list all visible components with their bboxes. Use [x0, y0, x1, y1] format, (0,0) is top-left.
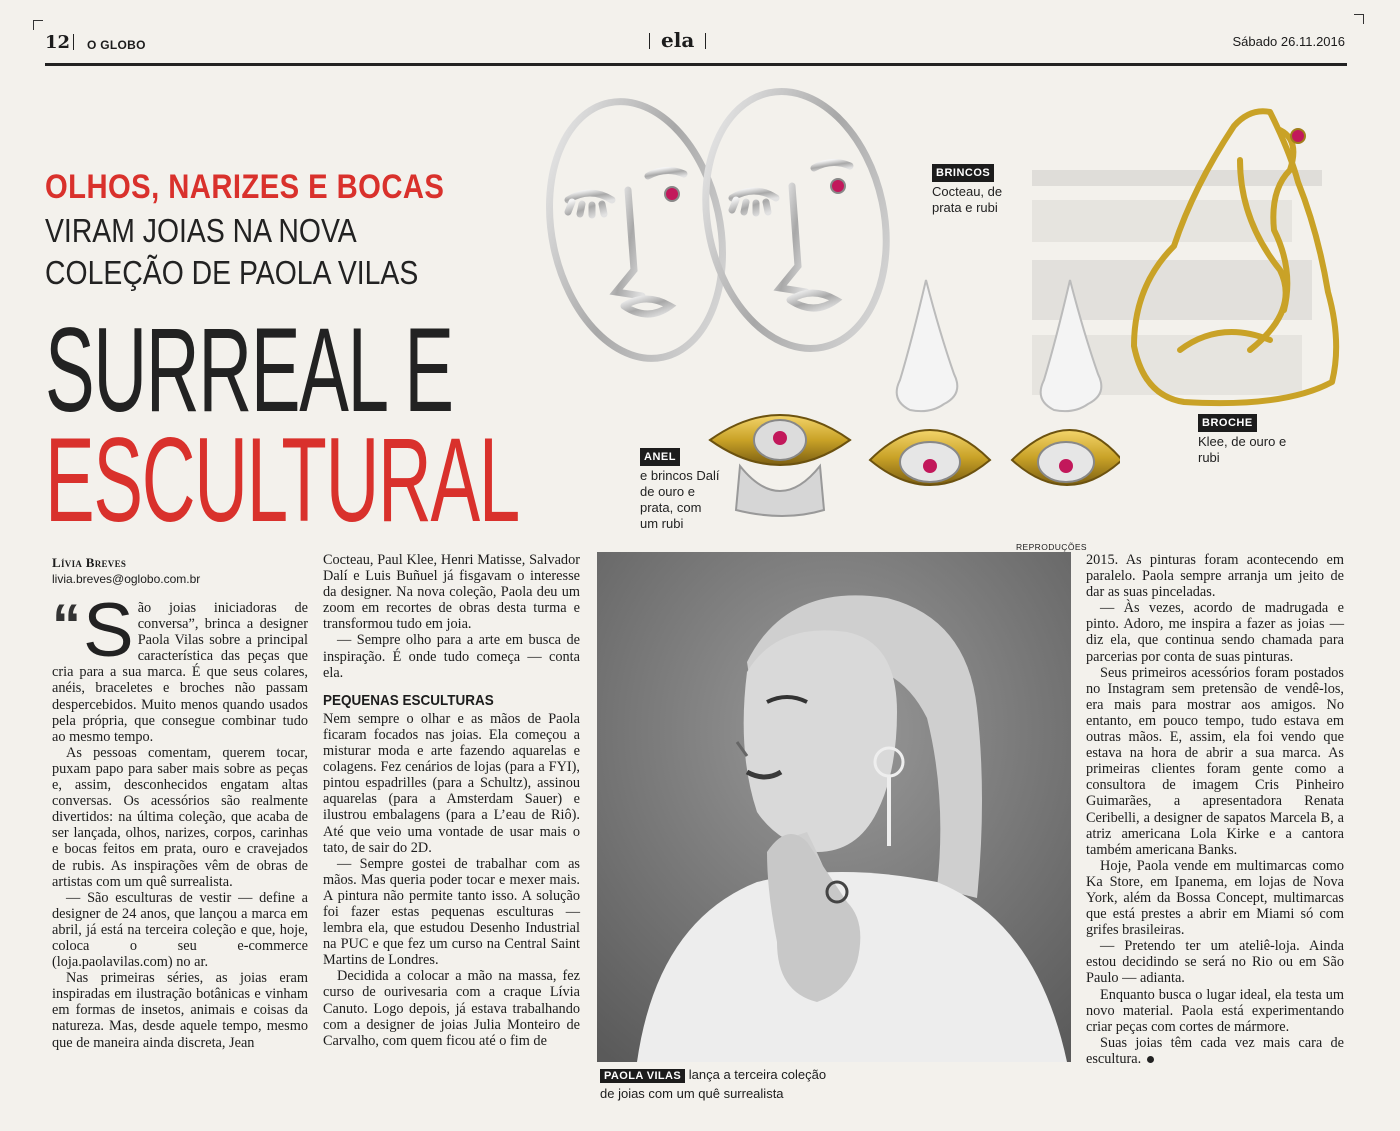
- photo-caption: [600, 1066, 840, 1102]
- tag-text: Cocteau, de prata e rubi: [932, 184, 1003, 215]
- tag-text: Klee, de ouro e rubi: [1198, 434, 1287, 465]
- ruby-icon: [1291, 129, 1305, 143]
- tag-label: ANEL: [640, 448, 680, 466]
- crop-mark: [33, 20, 43, 30]
- article-paragraph: Nas primeiras séries, as joias eram inspiradas em ilustração botânicas e vinham em formas de insetos, animais e coisas da natureza. Mas, desde aquele tempo, mesmo que de maneira ainda discreta, Jean: [52, 970, 308, 1051]
- article-subhead: PEQUENAS ESCULTURAS: [323, 691, 494, 709]
- issue-date: Sábado 26.11.2016: [1232, 34, 1345, 49]
- author-byline: Lívia Breves: [52, 555, 127, 570]
- caption-text: lança a terceira coleção de joias com um quê surrealista: [600, 1067, 827, 1101]
- article-paragraph: 2015. As pinturas foram acontecendo em paralelo. Paola sempre arranja um jeito de dar as suas pinceladas.: [1086, 552, 1344, 601]
- portrait-photo: [597, 552, 1071, 1062]
- article-column-3: [1086, 552, 1344, 1067]
- tag-brincos: [932, 164, 1022, 216]
- headline-kicker-line: VIRAM JOIAS NA NOVA: [45, 212, 357, 249]
- article-column-2: [323, 552, 580, 1049]
- tag-anel: [640, 448, 720, 532]
- article-paragraph: — Sempre gostei de trabalhar com as mãos. Mas queria poder tocar e mexer mais. A pintura não permite tanto isso. A solução foi fazer estas pequenas esculturas — lembra ela, que estudou Desenho Industrial na PUC e que fez um curso na Central Saint Martins de Londres.: [323, 855, 580, 969]
- caption-label: PAOLA VILAS: [600, 1069, 685, 1083]
- newspaper-name: O GLOBO: [87, 38, 146, 52]
- headline-title-line1: SURREAL E: [45, 303, 453, 437]
- section-name: ela: [661, 28, 695, 52]
- ruby-icon: [831, 179, 845, 193]
- page-header: [45, 30, 1345, 58]
- article-paragraph: — Sempre olho para a arte em busca de inspiração. É onde tudo começa — conta ela.: [323, 632, 580, 681]
- header-divider: [73, 34, 74, 50]
- end-mark-icon: [1147, 1056, 1154, 1063]
- portrait-illustration: [597, 552, 1071, 1062]
- tag-text: e brincos Dalí de ouro e prata, com um rubi: [640, 468, 720, 531]
- article-paragraph: Cocteau, Paul Klee, Henri Matisse, Salvador Dalí e Luis Buñuel já fisgavam o interesse da designer. Na nova coleção, Paola deu um zoom em recortes de obras desta turma e transformou tudo em joia.: [323, 552, 580, 633]
- article-paragraph: Decidida a colocar a mão na massa, fez curso de ourivesaria com a craque Lívia Canuto. Logo depois, já estava trabalhando com a designer de joias Julia Monteiro de Carvalho, com quem ficou até o fim de: [323, 968, 580, 1049]
- ruby-icon: [665, 187, 679, 201]
- article-paragraph: Hoje, Paola vende em multimarcas como Ka Store, em Ipanema, em lojas de Nova York, além da Bossa Concept, multimarcas que está prestes a abrir em Miami só com grifes brasileiras.: [1086, 857, 1344, 939]
- klee-brooch-image: [1120, 100, 1350, 410]
- author-email: livia.breves@oglobo.com.br: [52, 572, 201, 586]
- opening-quote-mark: “: [52, 593, 81, 658]
- tag-label: BRINCOS: [932, 164, 994, 182]
- article-paragraph: — Às vezes, acordo de madrugada e pinto. Adoro, me inspira a fazer as joias — diz ela, que continua sendo chamada para parcerias por conta de suas pinturas.: [1086, 600, 1344, 665]
- page-number: 12: [45, 32, 71, 53]
- closing-paragraph: Suas joias têm cada vez mais cara de escultura.: [1086, 1034, 1344, 1067]
- dali-ring-earrings-image: [700, 270, 1120, 530]
- article-column-1: [52, 588, 308, 1051]
- article-paragraph: — São esculturas de vestir — define a designer de 24 anos, que lançou a marca em abril, já está na terceira coleção e que, hoje, coloca o seu e-commerce (loja.paolavilas.com) no ar.: [52, 889, 308, 971]
- photo-credit: REPRODUÇÕES: [1016, 542, 1087, 552]
- tag-label: BROCHE: [1198, 414, 1257, 432]
- article-paragraph: [1086, 1035, 1344, 1067]
- crop-mark: [1354, 14, 1364, 24]
- headline-kicker-line: COLEÇÃO DE PAOLA VILAS: [45, 254, 419, 291]
- tag-broche: [1198, 414, 1288, 466]
- headline-title-line2: ESCULTURAL: [45, 413, 520, 547]
- headline-kicker-red: OLHOS, NARIZES E BOCAS: [45, 168, 445, 206]
- article-paragraph: Seus primeiros acessórios foram postados no Instagram sem pretensão de vendê-los, era mais para mostrar aos amigos. No entanto, em pouco tempo, tudo estava em outras mãos. E, assim, ela foi vendo que estava na hora de abrir a sua marca. As primeiras clientes foram gente como a consultora de imagem Cris Pinheiro Guimarães, a apresentadora Renata Ceribelli, a designer de sapatos Marcela B, a atriz americana Lola Kirke e a cantora também americana Banks.: [1086, 664, 1344, 858]
- article-paragraph: ão joias iniciadoras de conversa”, brinca a designer Paola Vilas sobre a principal característica das peças que cria para a sua marca. É que seus colares, anéis, braceletes e broches não passam despercebidos. Muito menos quando usados pela própria, que consegue combinar tudo ao mesmo tempo.: [52, 600, 308, 745]
- header-rule: [45, 63, 1347, 66]
- article-paragraph: Nem sempre o olhar e as mãos de Paola ficaram focados nas joias. Ela começou a misturar moda e arte fazendo aquarelas e colagens. Fez cenários de lojas (para a FYI), pintou espadrilles (para a Schultz), assinou aquarelas (para a Amsterdam Sauer) e ilustrou embalagens (para a L’eau de Riô). Até que veio uma vontade de usar mais o tato, de sair do 2D.: [323, 710, 580, 856]
- article-paragraph: Enquanto busca o lugar ideal, ela testa um novo material. Paola está experimentando criar peças com cortes de mármore.: [1086, 986, 1344, 1035]
- article-paragraph: — Pretendo ter um ateliê-loja. Ainda estou decidindo se será no Rio ou em São Paulo — adianta.: [1086, 938, 1344, 987]
- drop-cap: S: [83, 588, 134, 673]
- article-paragraph: As pessoas comentam, querem tocar, puxam papo para saber mais sobre as peças e, assim, desconhecidos engatam altas conversas. Os acessórios são realmente divertidos: na última coleção, que acaba de ser lançada, olhos, narizes, corpos, carinhas e bocas feitos em prata, ouro e cravejados de rubis. As inspirações vêm de obras de artistas com um quê surrealista.: [52, 744, 308, 890]
